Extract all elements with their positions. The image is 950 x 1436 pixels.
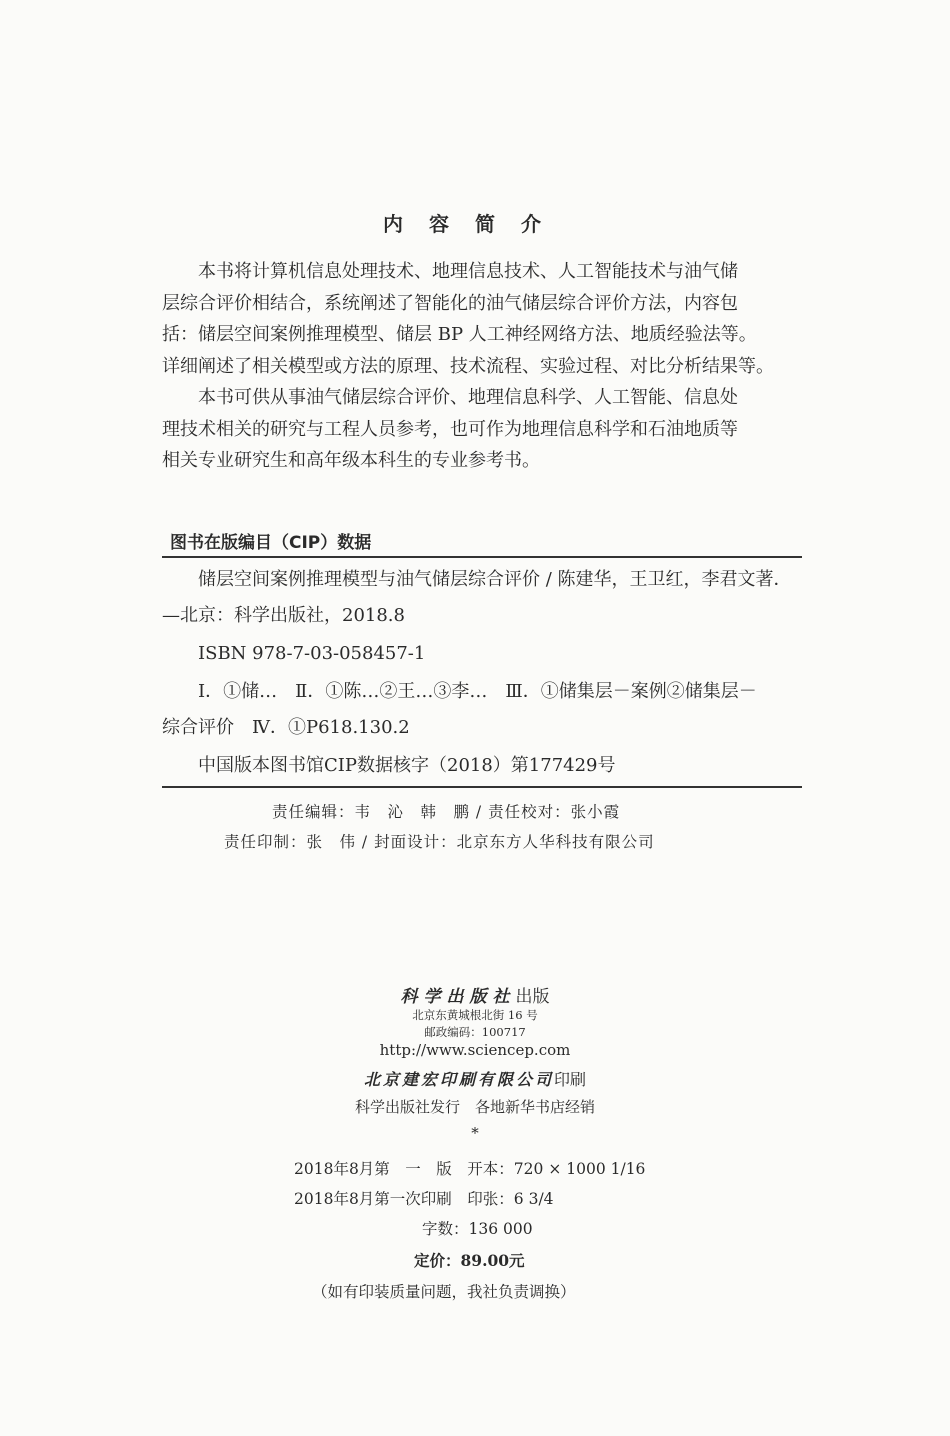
paragraph-line: 详细阐述了相关模型或方法的原理、技术流程、实验过程、对比分析结果等。 [162,355,774,377]
cip-header: 图书在版编目（CIP）数据 [162,530,802,558]
edition-line: 2018年8月第 一 版 开本：720 × 1000 1/16 [294,1160,646,1178]
publisher-url: http://www.sciencep.com [379,1041,571,1059]
summary-title: 内容简介 [383,212,567,236]
printing-line: 2018年8月第一次印刷 印张：6 3/4 [294,1190,554,1208]
summary-paragraph-1 [162,256,802,382]
cip-subject-line: Ⅰ．①储… Ⅱ．①陈…②王…③李… Ⅲ．①储集层－案例②储集层－ [162,681,757,702]
paragraph-line: 本书将计算机信息处理技术、地理信息技术、人工智能技术与油气储 [162,261,738,282]
editor-credits: 责任编辑：韦 沁 韩 鹏 / 责任校对：张小霞 [272,803,621,821]
cip-classification-line: 综合评价 Ⅳ．①P618.130.2 [162,717,410,738]
paragraph-line: 层综合评价相结合，系统阐述了智能化的油气储层综合评价方法，内容包 [162,292,738,314]
separator-star: * [471,1124,479,1142]
printer-name: 北京建宏印刷有限公司 [363,1070,554,1089]
price: 定价：89.00元 [414,1251,525,1270]
publisher-line [0,982,950,1007]
paragraph-line: 理技术相关的研究与工程人员参考，也可作为地理信息科学和石油地质等 [162,418,738,440]
summary-paragraph-2 [162,382,802,477]
cip-isbn-line: ISBN 978-7-03-058457-1 [162,643,426,664]
printer-suffix: 印刷 [554,1070,587,1089]
publisher-suffix: 出版 [515,987,550,1007]
cip-bottom-rule [162,786,802,788]
word-count: 字数：136 000 [422,1220,533,1238]
cip-title-line: 储层空间案例推理模型与油气储层综合评价 / 陈建华，王卫红，李君文著． [162,569,792,590]
printer-line [0,1067,950,1090]
paragraph-line: 括：储层空间案例推理模型、储层 BP 人工神经网络方法、地质经验法等。 [162,324,757,345]
quality-note: （如有印装质量问题，我社负责调换） [312,1283,576,1301]
production-credits: 责任印制：张 伟 / 封面设计：北京东方人华科技有限公司 [224,833,655,851]
publisher-address: 北京东黄城根北街 16 号 [412,1008,538,1022]
cip-publisher-line: —北京：科学出版社，2018.8 [162,605,405,626]
publisher-postcode: 邮政编码：100717 [424,1025,526,1039]
distribution-line: 科学出版社发行 各地新华书店经销 [354,1098,595,1116]
paragraph-line: 相关专业研究生和高年级本科生的专业参考书。 [162,450,540,471]
cip-record-number: 中国版本图书馆CIP数据核字（2018）第177429号 [162,755,616,776]
publisher-name: 科学出版社 [400,987,516,1007]
paragraph-line: 本书可供从事油气储层综合评价、地理信息科学、人工智能、信息处 [162,387,738,408]
